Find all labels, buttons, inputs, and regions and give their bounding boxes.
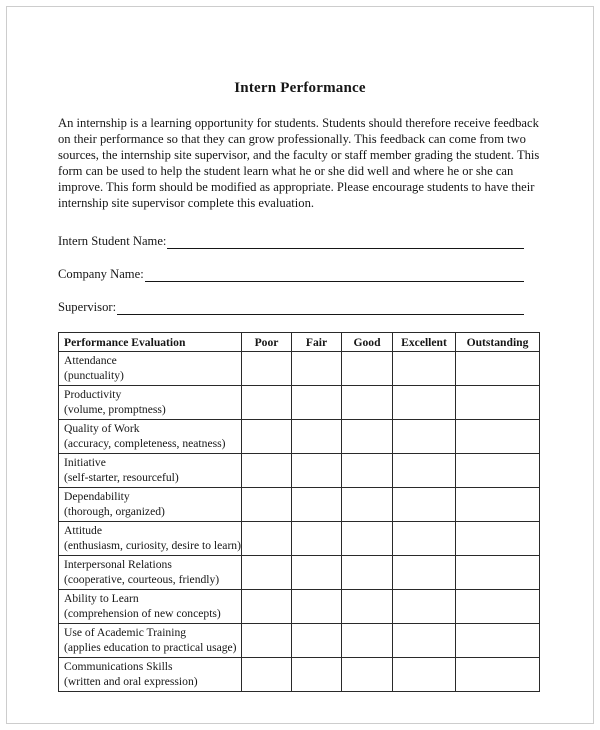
- intro-paragraph: An internship is a learning opportunity for students. Students should therefore receive feedback on their performance so that they can grow professionally. This feedback can come from two sources, the internship site supervisor, and the faculty or staff member grading the student. This form can be used to help the student learn what he or she did well and where he or she can improve. This form should be modified as appropriate. Please encourage students to have their internship site supervisor complete this evaluation.: [58, 116, 540, 210]
- field-label: Supervisor:: [58, 300, 117, 314]
- rating-cell-excellent: [393, 454, 456, 488]
- skill-detail: (accuracy, completeness, neatness): [64, 436, 226, 450]
- table-header-row: [59, 333, 540, 352]
- rating-cell-poor: [242, 454, 292, 488]
- skill-name: Initiative: [64, 456, 106, 469]
- rating-cell-excellent: [393, 624, 456, 658]
- rating-cell-good: [342, 352, 393, 386]
- rating-cell-fair: [292, 488, 342, 522]
- rating-cell-fair: [292, 352, 342, 386]
- skill-name: Dependability: [64, 490, 130, 503]
- rating-cell-fair: [292, 420, 342, 454]
- table-row: [59, 386, 540, 420]
- rating-cell-outstanding: [456, 420, 540, 454]
- rating-cell-excellent: [393, 590, 456, 624]
- rating-cell-excellent: [393, 488, 456, 522]
- skill-name: Quality of Work: [64, 422, 140, 435]
- table-row: [59, 454, 540, 488]
- skill-name: Use of Academic Training: [64, 626, 187, 639]
- skill-name: Communications Skills: [64, 660, 173, 673]
- skill-detail: (cooperative, courteous, friendly): [64, 572, 220, 586]
- skill-detail: (punctuality): [64, 368, 124, 382]
- fill-in-line: [117, 301, 524, 315]
- page-title: Intern Performance: [234, 80, 366, 96]
- table-row: [59, 488, 540, 522]
- rating-cell-outstanding: [456, 522, 540, 556]
- performance-evaluation-table: [58, 332, 540, 692]
- rating-cell-excellent: [393, 658, 456, 692]
- skill-detail: (comprehension of new concepts): [64, 606, 221, 620]
- rating-cell-poor: [242, 488, 292, 522]
- rating-cell-outstanding: [456, 556, 540, 590]
- table-row: [59, 522, 540, 556]
- rating-cell-poor: [242, 420, 292, 454]
- rating-cell-good: [342, 420, 393, 454]
- skill-name: Interpersonal Relations: [64, 558, 172, 571]
- rating-cell-poor: [242, 556, 292, 590]
- column-header-poor: Poor: [242, 333, 292, 352]
- rating-cell-excellent: [393, 386, 456, 420]
- rating-cell-outstanding: [456, 488, 540, 522]
- table-row: [59, 556, 540, 590]
- rating-cell-fair: [292, 658, 342, 692]
- skill-detail: (volume, promptness): [64, 402, 166, 416]
- rating-cell-fair: [292, 590, 342, 624]
- rating-cell-poor: [242, 624, 292, 658]
- rating-cell-fair: [292, 556, 342, 590]
- field-intern-student-name: [58, 233, 542, 249]
- skill-name: Attendance: [64, 354, 117, 367]
- table-row: [59, 624, 540, 658]
- rating-cell-poor: [242, 386, 292, 420]
- fill-in-line: [145, 268, 524, 282]
- table-row: [59, 420, 540, 454]
- rating-cell-fair: [292, 522, 342, 556]
- skill-detail: (enthusiasm, curiosity, desire to learn): [64, 538, 241, 552]
- rating-cell-good: [342, 488, 393, 522]
- table-row: [59, 658, 540, 692]
- rating-cell-poor: [242, 590, 292, 624]
- skill-detail: (self-starter, resourceful): [64, 470, 179, 484]
- rating-cell-outstanding: [456, 352, 540, 386]
- rating-cell-outstanding: [456, 454, 540, 488]
- rating-cell-excellent: [393, 522, 456, 556]
- rating-cell-good: [342, 590, 393, 624]
- field-label: Company Name:: [58, 267, 144, 281]
- rating-cell-outstanding: [456, 658, 540, 692]
- rating-cell-poor: [242, 658, 292, 692]
- table-row: [59, 590, 540, 624]
- rating-cell-outstanding: [456, 386, 540, 420]
- rating-cell-good: [342, 522, 393, 556]
- rating-cell-fair: [292, 624, 342, 658]
- table-row: [59, 352, 540, 386]
- skill-name: Attitude: [64, 524, 102, 537]
- rating-cell-poor: [242, 522, 292, 556]
- field-company-name: [58, 266, 542, 282]
- rating-cell-good: [342, 624, 393, 658]
- skill-name: Ability to Learn: [64, 592, 139, 605]
- rating-cell-excellent: [393, 556, 456, 590]
- field-supervisor: [58, 299, 542, 315]
- rating-cell-fair: [292, 454, 342, 488]
- rating-cell-outstanding: [456, 624, 540, 658]
- column-header-excellent: Excellent: [393, 333, 456, 352]
- field-label: Intern Student Name:: [58, 234, 167, 248]
- rating-cell-poor: [242, 352, 292, 386]
- rating-cell-excellent: [393, 352, 456, 386]
- rating-cell-fair: [292, 386, 342, 420]
- rating-cell-excellent: [393, 420, 456, 454]
- rating-cell-good: [342, 556, 393, 590]
- column-header-fair: Fair: [292, 333, 342, 352]
- rating-cell-good: [342, 386, 393, 420]
- skill-name: Productivity: [64, 388, 122, 401]
- rating-cell-good: [342, 658, 393, 692]
- column-header-outstanding: Outstanding: [456, 333, 540, 352]
- column-header-good: Good: [342, 333, 393, 352]
- rating-cell-good: [342, 454, 393, 488]
- rating-cell-outstanding: [456, 590, 540, 624]
- skill-detail: (written and oral expression): [64, 674, 198, 688]
- fill-in-line: [167, 235, 524, 249]
- column-header-performance-evaluation: Performance Evaluation: [59, 333, 242, 352]
- skill-detail: (applies education to practical usage): [64, 640, 237, 654]
- skill-detail: (thorough, organized): [64, 504, 165, 518]
